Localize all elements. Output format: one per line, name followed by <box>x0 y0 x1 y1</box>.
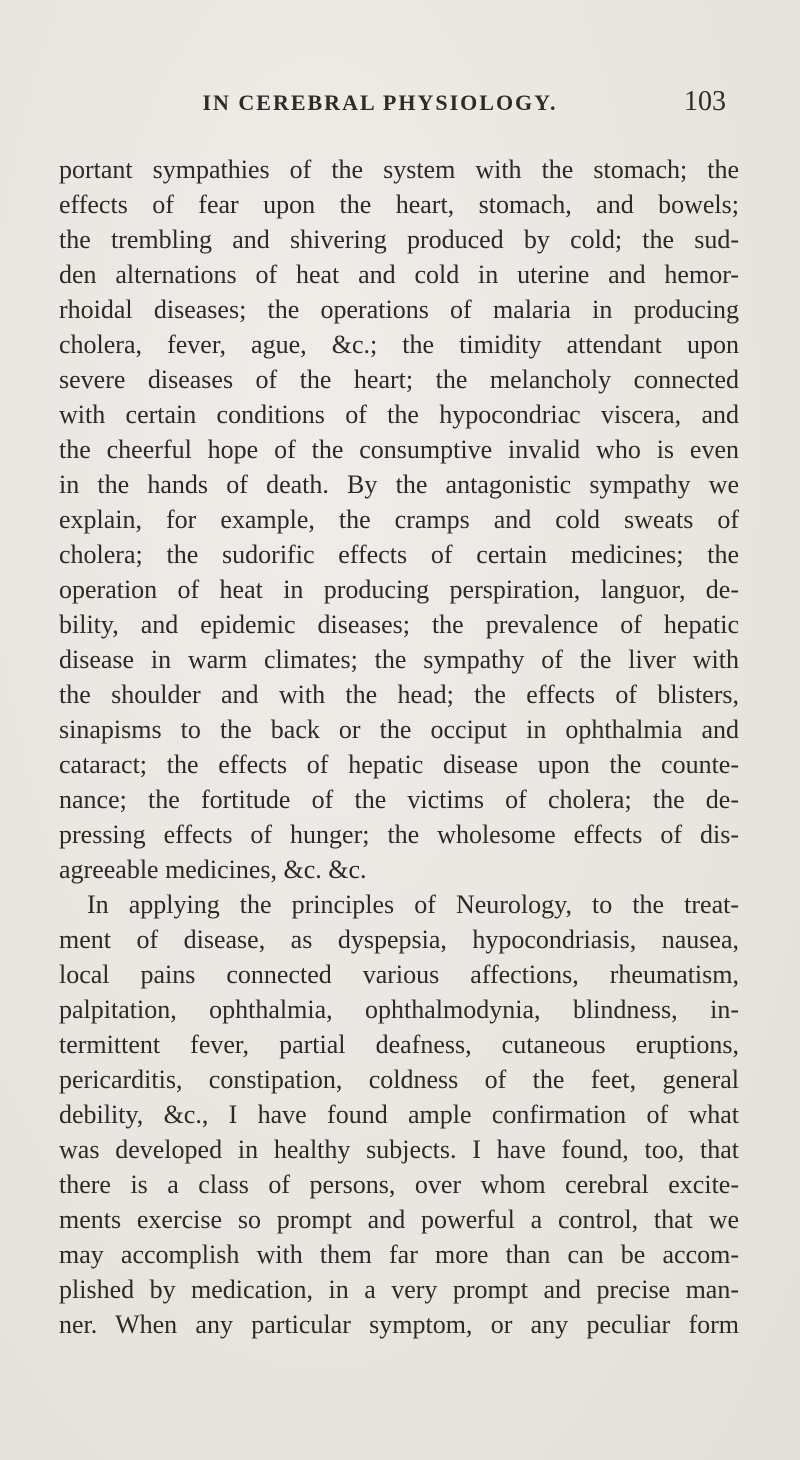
text-line-paragraph-end: agreeable medicines, &c. &c. <box>59 855 367 884</box>
text-line: ment of disease, as dyspepsia, hypocondriasis, nausea, <box>59 925 739 954</box>
text-line: was developed in healthy subjects. I have found, too, that <box>59 1135 739 1164</box>
running-head-title: IN CEREBRAL PHYSIOLOGY. <box>202 90 558 115</box>
text-line: palpitation, ophthalmia, ophthalmodynia, blindness, in- <box>59 995 739 1024</box>
body-text <box>59 152 739 1342</box>
text-line: cholera; the sudorific effects of certain medicines; the <box>59 540 739 569</box>
text-line: pericarditis, constipation, coldness of the feet, general <box>59 1065 739 1094</box>
text-line: cataract; the effects of hepatic disease upon the counte- <box>59 750 739 779</box>
text-line: there is a class of persons, over whom cerebral excite- <box>59 1170 739 1199</box>
text-line: sinapisms to the back or the occiput in ophthalmia and <box>59 715 739 744</box>
text-line: local pains connected various affections, rheumatism, <box>59 960 739 989</box>
text-line: debility, &c., I have found ample confirmation of what <box>59 1100 739 1129</box>
text-line: portant sympathies of the system with the stomach; the <box>59 155 739 184</box>
text-line: explain, for example, the cramps and cold sweats of <box>59 505 739 534</box>
text-line: the cheerful hope of the consumptive invalid who is even <box>59 435 739 464</box>
text-line: den alternations of heat and cold in uterine and hemor- <box>59 260 739 289</box>
text-line: rhoidal diseases; the operations of malaria in producing <box>59 295 739 324</box>
text-line: may accomplish with them far more than can be accom- <box>59 1240 739 1269</box>
text-line: the shoulder and with the head; the effects of blisters, <box>59 680 739 709</box>
text-line: in the hands of death. By the antagonistic sympathy we <box>59 470 739 499</box>
text-line: the trembling and shivering produced by cold; the sud- <box>59 225 739 254</box>
text-line: plished by medication, in a very prompt and precise man- <box>59 1275 739 1304</box>
text-line: with certain conditions of the hypocondriac viscera, and <box>59 400 739 429</box>
text-line: nance; the fortitude of the victims of cholera; the de- <box>59 785 739 814</box>
running-head <box>60 86 726 126</box>
text-line: cholera, fever, ague, &c.; the timidity attendant upon <box>59 330 739 359</box>
text-line: effects of fear upon the heart, stomach, and bowels; <box>59 190 739 219</box>
page-number: 103 <box>684 86 726 117</box>
text-line: ner. When any particular symptom, or any peculiar form <box>59 1310 739 1339</box>
text-line: termittent fever, partial deafness, cutaneous eruptions, <box>59 1030 739 1059</box>
text-line: severe diseases of the heart; the melancholy connected <box>59 365 739 394</box>
text-line: ments exercise so prompt and powerful a control, that we <box>59 1205 739 1234</box>
text-line: operation of heat in producing perspiration, languor, de- <box>59 575 739 604</box>
text-line: disease in warm climates; the sympathy of the liver with <box>59 645 739 674</box>
text-line: bility, and epidemic diseases; the prevalence of hepatic <box>59 610 739 639</box>
text-line: pressing effects of hunger; the wholesome effects of dis- <box>59 820 739 849</box>
text-line-paragraph-start: In applying the principles of Neurology, to the treat- <box>87 890 739 919</box>
